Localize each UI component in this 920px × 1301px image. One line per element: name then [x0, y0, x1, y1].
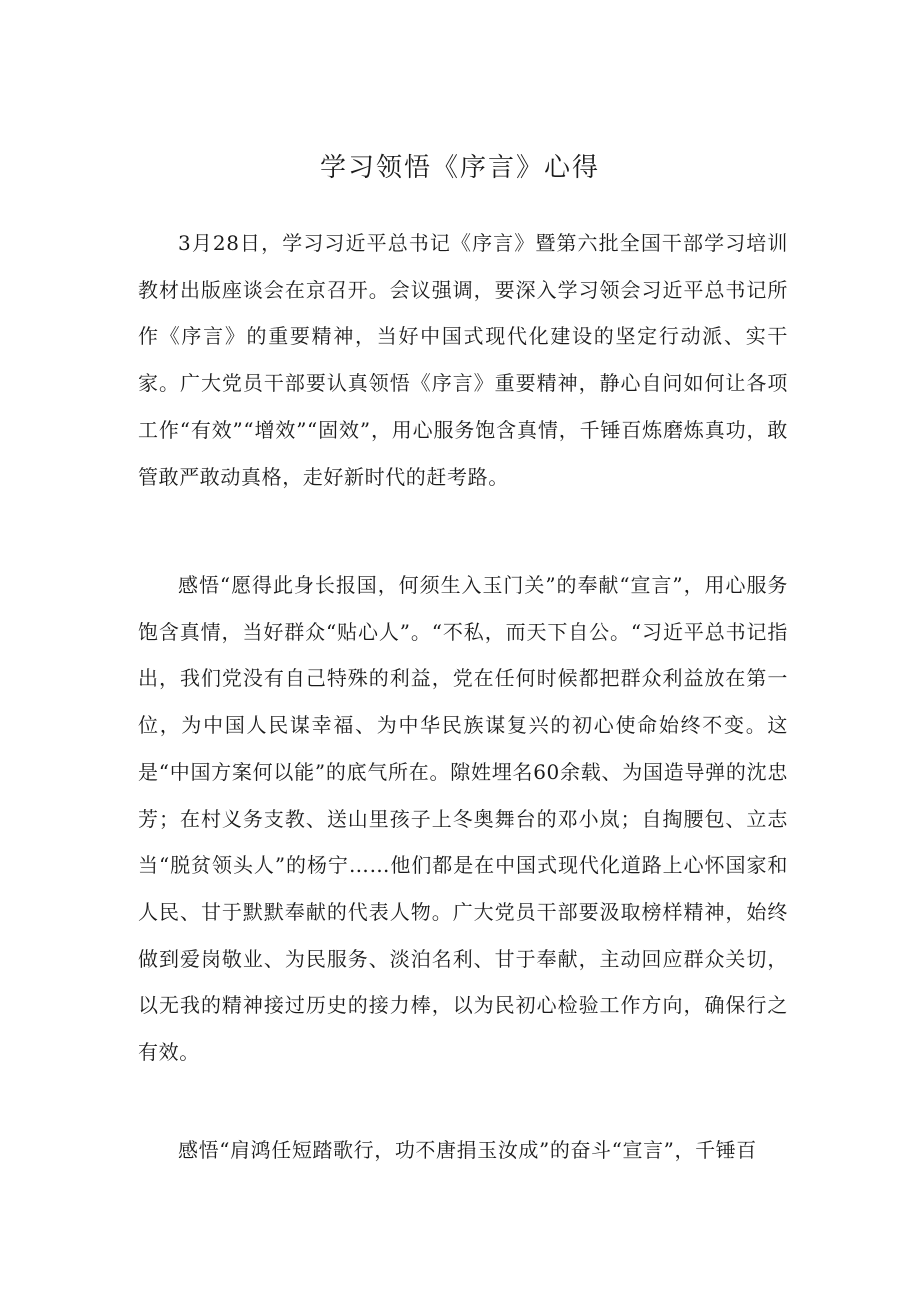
paragraph-3: 感悟“肩鸿任短踏歌行，功不唐捐玉汝成”的奋斗“宣言”，千锤百: [178, 1138, 757, 1162]
paragraph-2: 感悟“愿得此身长报国，何须生入玉门关”的奉献“宣言”，用心服务饱含真情，当好群众“贴心人”。“不私，而天下自公。“习近平总书记指出，我们党没有自己特殊的利益，党在任何时候都把群众利益放在第一位，为中国人民谋幸福、为中华民族谋复兴的初心使命始终不变。这是“中国方案何以能”的底气所在。隙姓埋名60余载、为国造导弹的沈忠芳；在村义务支教、送山里孩子上冬奥舞台的邓小岚；自掏腰包、立志当“脱贫领头人”的杨宁……他们都是在中国式现代化道路上心怀国家和人民、甘于默默奉献的代表人物。广大党员干部要汲取榜样精神，始终做到爱岗敬业、为民服务、淡泊名利、甘于奉献，主动回应群众关切，以无我的精神接过历史的接力棒，以为民初心检验工作方向，确保行之有效。: [138, 573, 788, 1065]
paragraph-1: 3月28日，学习习近平总书记《序言》暨第六批全国干部学习培训教材出版座谈会在京召开。会议强调，要深入学习领会习近平总书记所作《序言》的重要精神，当好中国式现代化建设的坚定行动派、实干家。广大党员干部要认真领悟《序言》重要精神，静心自问如何让各项工作“有效”“增效”“固效”，用心服务饱含真情，千锤百炼磨炼真功，敢管敢严敢动真格，走好新时代的赶考路。: [138, 231, 788, 489]
document-title: 学习领悟《序言》心得: [319, 153, 600, 183]
